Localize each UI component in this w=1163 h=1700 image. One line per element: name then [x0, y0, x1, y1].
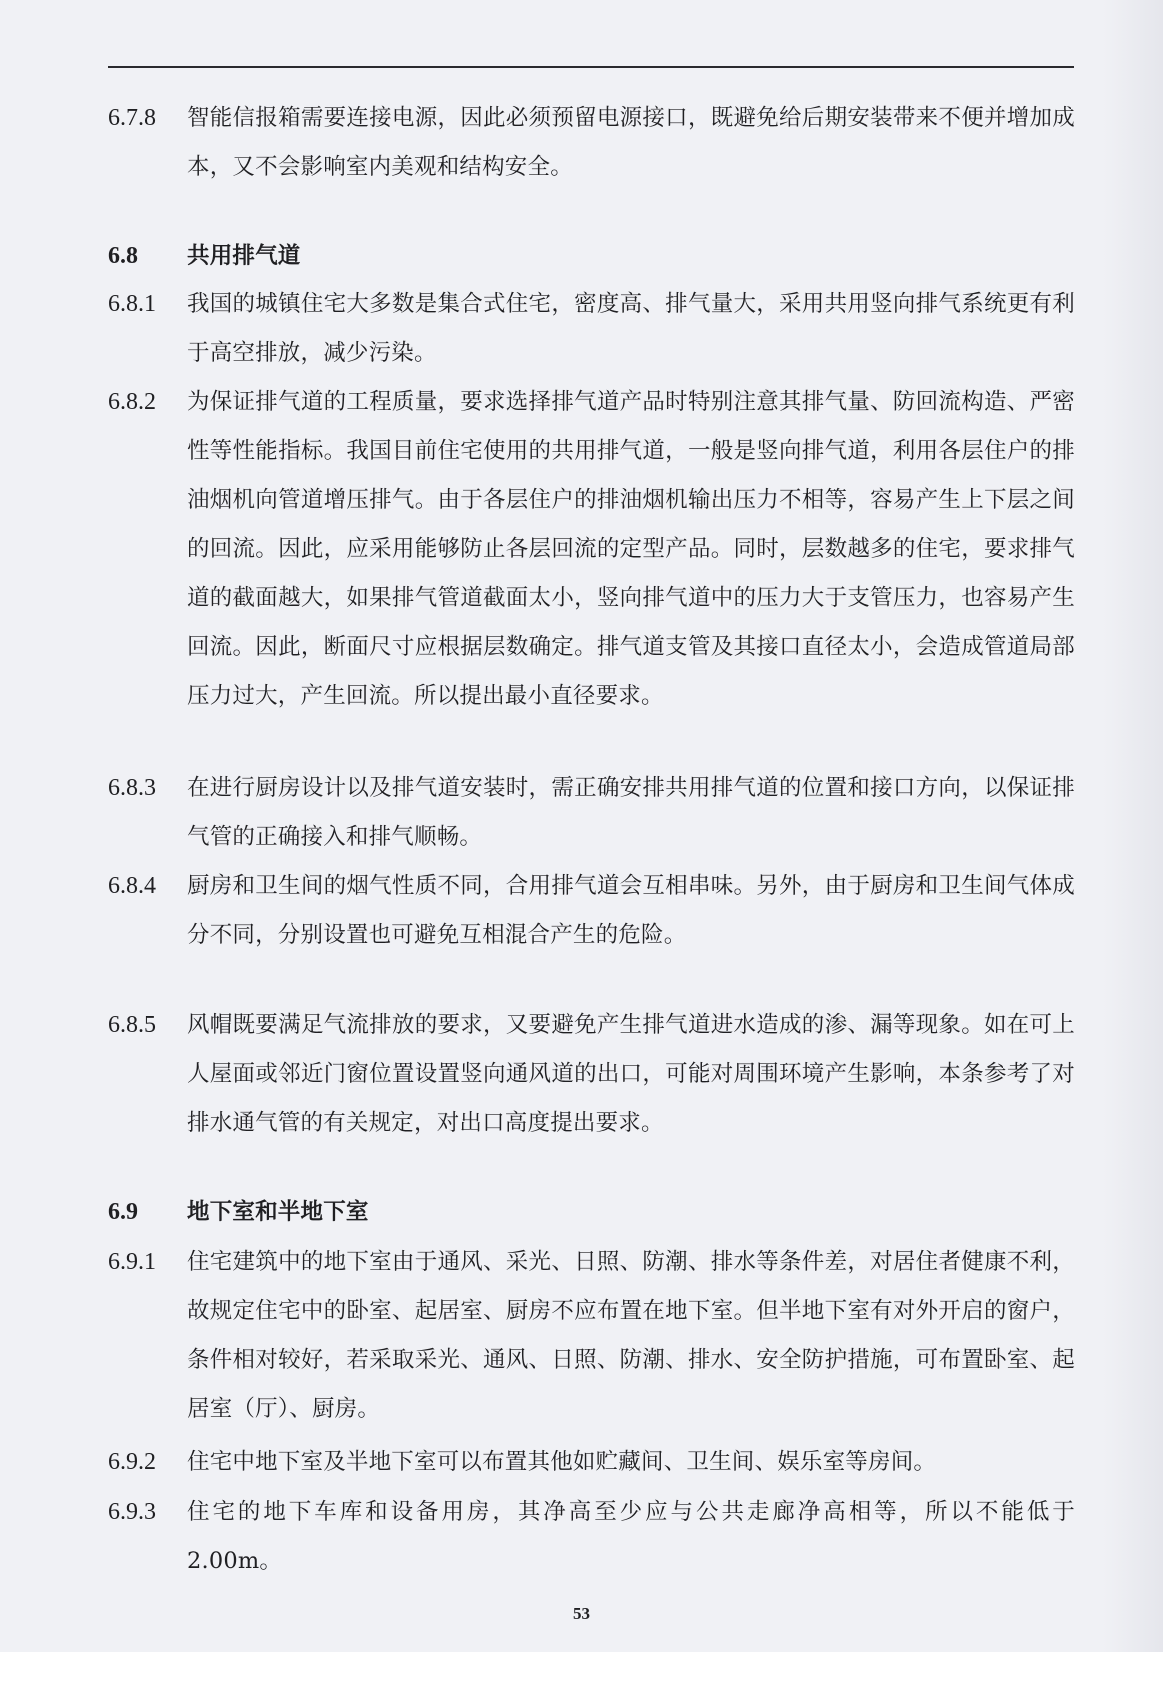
section-number: 6.9.2 [108, 1449, 156, 1475]
section-text: 在进行厨房设计以及排气道安装时，需正确安排共用排气道的位置和接口方向，以保证排气管的正确接入和排气顺畅。 [187, 775, 1075, 850]
section-number: 6.7.8 [108, 105, 156, 131]
section-number: 6.9 [108, 1199, 138, 1225]
section-heading: 地下室和半地下室 [187, 1199, 369, 1225]
section-number: 6.8.2 [108, 389, 156, 415]
section-text: 我国的城镇住宅大多数是集合式住宅，密度高、排气量大，采用共用竖向排气系统更有利于高空排放，减少污染。 [187, 291, 1075, 366]
section-number: 6.9.3 [108, 1499, 156, 1525]
header-rule [108, 66, 1074, 68]
scan-shadow [1103, 0, 1163, 1652]
section-number: 6.8.3 [108, 775, 156, 801]
bottom-margin [0, 1652, 1163, 1700]
section-text: 风帽既要满足气流排放的要求，又要避免产生排气道进水造成的渗、漏等现象。如在可上人屋面或邻近门窗位置设置竖向通风道的出口，可能对周围环境产生影响，本条参考了对排水通气管的有关规定，对出口高度提出要求。 [187, 1012, 1075, 1136]
section-text: 智能信报箱需要连接电源，因此必须预留电源接口，既避免给后期安装带来不便并增加成本，又不会影响室内美观和结构安全。 [187, 105, 1075, 180]
page-number: 53 [573, 1604, 590, 1623]
section-number: 6.8.5 [108, 1012, 156, 1038]
section-text: 为保证排气道的工程质量，要求选择排气道产品时特别注意其排气量、防回流构造、严密性等性能指标。我国目前住宅使用的共用排气道，一般是竖向排气道，利用各层住户的排油烟机向管道增压排气。由于各层住户的排油烟机输出压力不相等，容易产生上下层之间的回流。因此，应采用能够防止各层回流的定型产品。同时，层数越多的住宅，要求排气道的截面越大，如果排气管道截面太小，竖向排气道中的压力大于支管压力，也容易产生回流。因此，断面尺寸应根据层数确定。排气道支管及其接口直径太小，会造成管道局部压力过大，产生回流。所以提出最小直径要求。 [187, 389, 1075, 709]
section-number: 6.8.4 [108, 873, 156, 899]
section-text: 住宅的地下车库和设备用房，其净高至少应与公共走廊净高相等，所以不能低于2.00m。 [187, 1499, 1075, 1574]
section-text: 住宅中地下室及半地下室可以布置其他如贮藏间、卫生间、娱乐室等房间。 [187, 1449, 937, 1475]
section-text: 住宅建筑中的地下室由于通风、采光、日照、防潮、排水等条件差，对居住者健康不利，故规定住宅中的卧室、起居室、厨房不应布置在地下室。但半地下室有对外开启的窗户，条件相对较好，若采取采光、通风、日照、防潮、排水、安全防护措施，可布置卧室、起居室（厅）、厨房。 [187, 1249, 1075, 1422]
section-number: 6.9.1 [108, 1249, 156, 1275]
section-number: 6.8.1 [108, 291, 156, 317]
section-text: 厨房和卫生间的烟气性质不同，合用排气道会互相串味。另外，由于厨房和卫生间气体成分不同，分别设置也可避免互相混合产生的危险。 [187, 873, 1075, 948]
section-number: 6.8 [108, 243, 138, 269]
section-heading: 共用排气道 [187, 243, 301, 269]
